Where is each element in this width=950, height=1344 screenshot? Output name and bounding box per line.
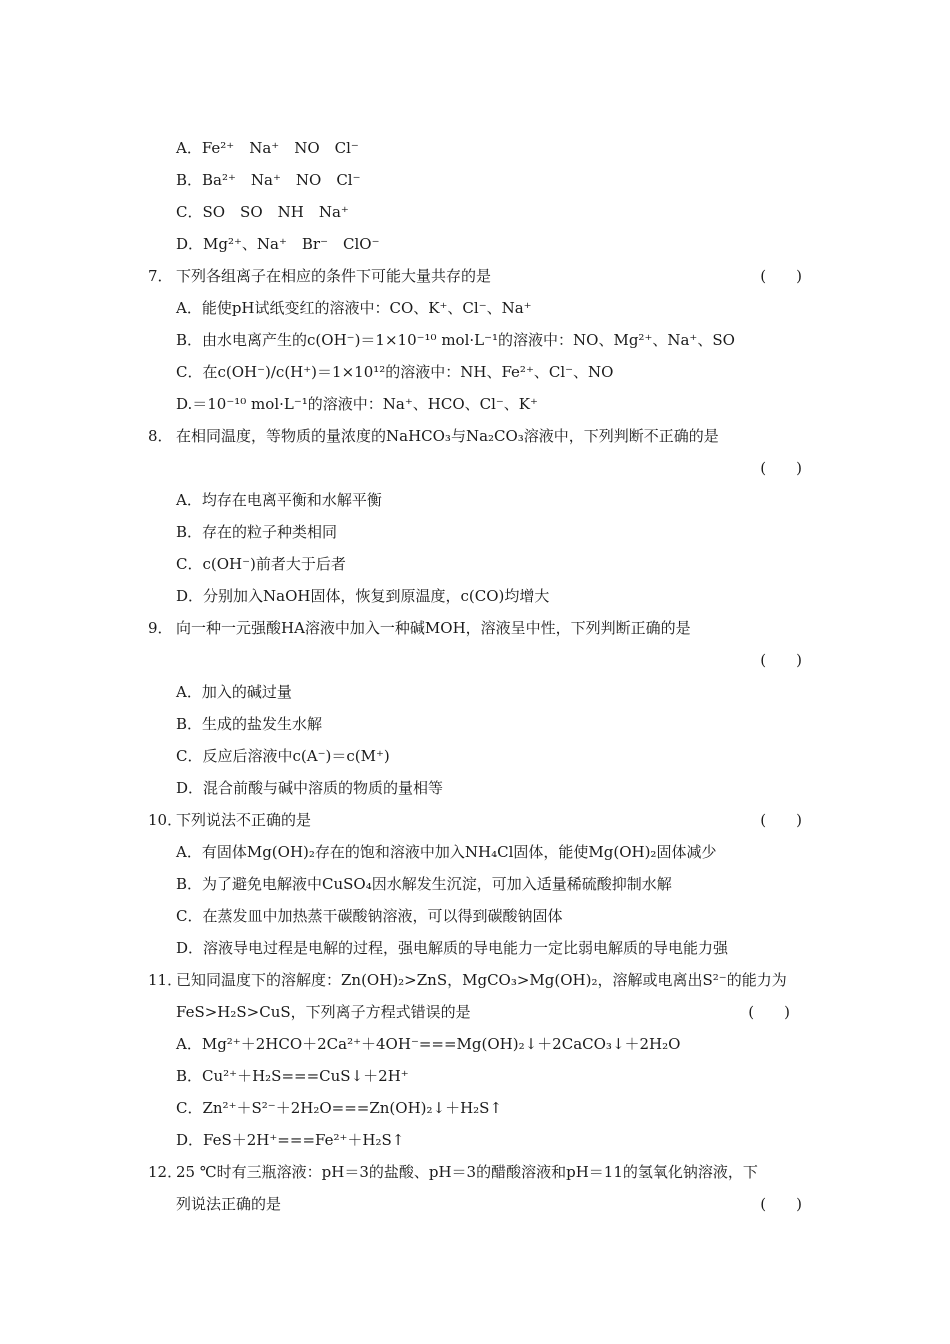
q6-option-a: A．Fe²⁺ Na⁺ NO Cl⁻ xyxy=(176,139,359,157)
question-stem-continued: 列说法正确的是 xyxy=(176,1195,282,1213)
q8-option-b: B．存在的粒子种类相同 xyxy=(176,523,338,541)
question-7 xyxy=(0,262,950,290)
question-number: 11． xyxy=(148,971,183,989)
q11-option-c: C．Zn²⁺＋S²⁻＋2H₂O===Zn(OH)₂↓＋H₂S↑ xyxy=(176,1099,503,1117)
question-stem: 向一种一元强酸HA溶液中加入一种碱MOH，溶液呈中性，下列判断正确的是 xyxy=(176,619,691,637)
question-8 xyxy=(0,422,950,450)
q7-option-a: A．能使pH试纸变红的溶液中：CO、K⁺、Cl⁻、Na⁺ xyxy=(176,299,532,317)
question-number: 9． xyxy=(148,619,173,637)
q11-option-d: D．FeS＋2H⁺===Fe²⁺＋H₂S↑ xyxy=(176,1131,405,1149)
answer-bracket: ( ) xyxy=(760,651,802,669)
answer-bracket: ( ) xyxy=(760,459,802,477)
question-number: 10． xyxy=(148,811,183,829)
q11-option-a: A．Mg²⁺＋2HCO＋2Ca²⁺＋4OH⁻===Mg(OH)₂↓＋2CaCO₃↓＋2H₂O xyxy=(176,1035,681,1053)
q6-option-c: C．SO SO NH Na⁺ xyxy=(176,203,349,221)
q9-option-a: A．加入的碱过量 xyxy=(176,683,292,701)
q6-option-d: D．Mg²⁺、Na⁺ Br⁻ ClO⁻ xyxy=(176,235,380,253)
q9-option-b: B．生成的盐发生水解 xyxy=(176,715,323,733)
q8-option-a: A．均存在电离平衡和水解平衡 xyxy=(176,491,382,509)
question-stem-continued: FeS>H₂S>CuS，下列离子方程式错误的是 xyxy=(176,1003,471,1021)
question-stem: 25 ℃时有三瓶溶液：pH＝3的盐酸、pH＝3的醋酸溶液和pH＝11的氢氧化钠溶液，下 xyxy=(176,1163,758,1181)
question-9 xyxy=(0,614,950,642)
question-11-continued xyxy=(0,998,950,1026)
q10-option-b: B．为了避免电解液中CuSO₄因水解发生沉淀，可加入适量稀硫酸抑制水解 xyxy=(176,875,672,893)
question-11 xyxy=(0,966,950,994)
answer-bracket: ( ) xyxy=(748,1003,790,1021)
q9-option-d: D．混合前酸与碱中溶质的物质的量相等 xyxy=(176,779,444,797)
q7-option-d: D.＝10⁻¹⁰ mol·L⁻¹的溶液中：Na⁺、HCO、Cl⁻、K⁺ xyxy=(176,395,538,413)
answer-bracket: ( ) xyxy=(760,811,802,829)
q8-option-d: D．分别加入NaOH固体，恢复到原温度，c(CO)均增大 xyxy=(176,587,550,605)
question-number: 7． xyxy=(148,267,173,285)
q6-option-b: B．Ba²⁺ Na⁺ NO Cl⁻ xyxy=(176,171,361,189)
answer-bracket: ( ) xyxy=(760,267,802,285)
q10-option-a: A．有固体Mg(OH)₂存在的饱和溶液中加入NH₄Cl固体，能使Mg(OH)₂固体减少 xyxy=(176,843,717,861)
q9-option-c: C．反应后溶液中c(A⁻)＝c(M⁺) xyxy=(176,747,390,765)
q10-option-c: C．在蒸发皿中加热蒸干碳酸钠溶液，可以得到碳酸钠固体 xyxy=(176,907,563,925)
q7-option-c: C．在c(OH⁻)/c(H⁺)＝1×10¹²的溶液中：NH、Fe²⁺、Cl⁻、NO xyxy=(176,363,614,381)
question-number: 8． xyxy=(148,427,173,445)
q7-option-b: B．由水电离产生的c(OH⁻)＝1×10⁻¹⁰ mol·L⁻¹的溶液中：NO、Mg²⁺、Na⁺、SO xyxy=(176,331,735,349)
q10-option-d: D．溶液导电过程是电解的过程，强电解质的导电能力一定比弱电解质的导电能力强 xyxy=(176,939,729,957)
question-10 xyxy=(0,806,950,834)
q11-option-b: B．Cu²⁺＋H₂S===CuS↓＋2H⁺ xyxy=(176,1067,409,1085)
question-number: 12． xyxy=(148,1163,183,1181)
question-stem: 在相同温度，等物质的量浓度的NaHCO₃与Na₂CO₃溶液中，下列判断不正确的是 xyxy=(176,427,719,445)
question-12 xyxy=(0,1158,950,1186)
answer-bracket: ( ) xyxy=(760,1195,802,1213)
q8-option-c: C．c(OH⁻)前者大于后者 xyxy=(176,555,346,573)
question-stem: 下列各组离子在相应的条件下可能大量共存的是 xyxy=(176,267,492,285)
question-12-continued xyxy=(0,1190,950,1218)
question-stem: 已知同温度下的溶解度：Zn(OH)₂>ZnS，MgCO₃>Mg(OH)₂，溶解或电离出S²⁻的能力为 xyxy=(176,971,787,989)
question-stem: 下列说法不正确的是 xyxy=(176,811,312,829)
